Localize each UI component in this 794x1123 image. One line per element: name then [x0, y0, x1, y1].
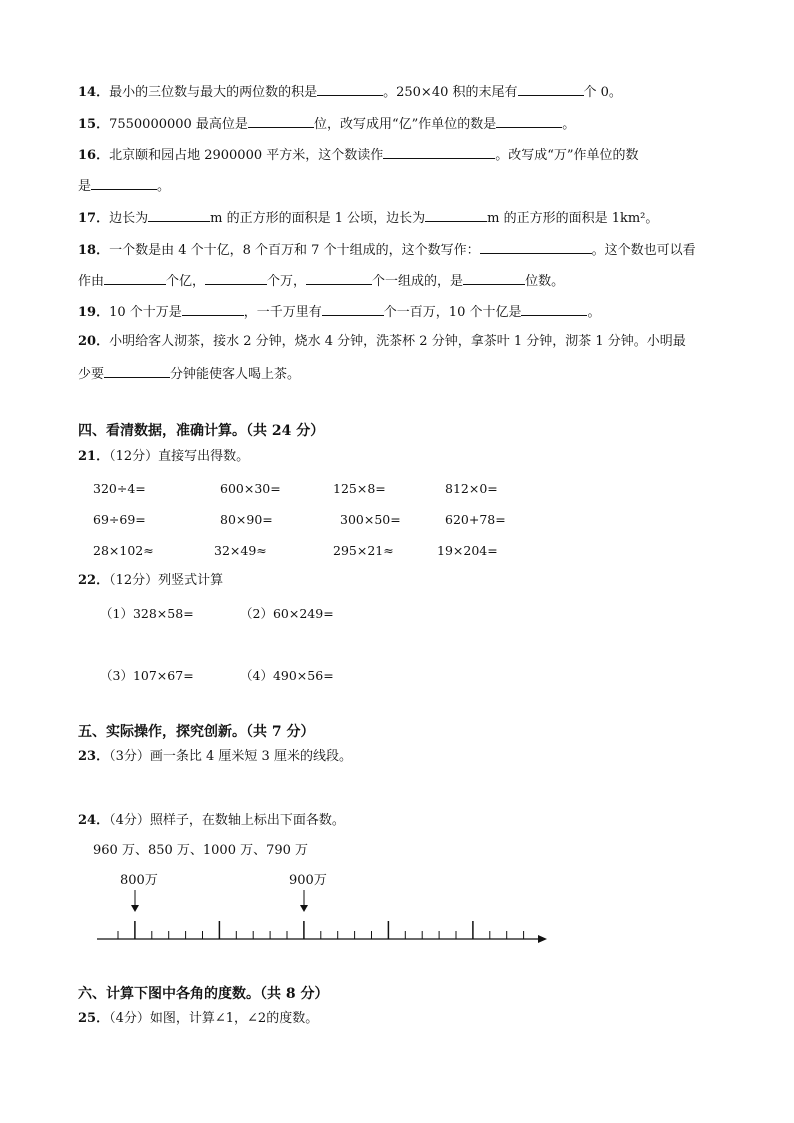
- question-number: 17．: [78, 211, 110, 226]
- answer-blank[interactable]: [148, 208, 210, 222]
- answer-blank[interactable]: [425, 208, 487, 222]
- question-17: [78, 208, 658, 228]
- question-text: 个 0。: [583, 85, 622, 100]
- question-text: 少要: [78, 367, 105, 382]
- label-900: 900万: [289, 873, 327, 888]
- question-number: 24．: [78, 813, 110, 828]
- question-text: 列竖式计算: [158, 573, 224, 588]
- question-number: 20．: [78, 334, 110, 349]
- question-18-cont: [78, 271, 564, 291]
- question-text: 个万，: [267, 274, 307, 289]
- question-text: 10 个十万是: [109, 305, 182, 320]
- numbers-to-mark: 960 万、850 万、1000 万、790 万: [93, 843, 309, 858]
- question-number: 19．: [78, 305, 110, 320]
- vertical-calc-item: （1）328×58=: [100, 606, 194, 621]
- calc-item: 300×50=: [340, 512, 401, 527]
- question-text: 是: [78, 179, 92, 194]
- question-text: 边长为: [109, 211, 149, 226]
- answer-blank[interactable]: [91, 176, 157, 190]
- answer-blank[interactable]: [104, 364, 170, 378]
- question-number: 21．: [78, 449, 110, 464]
- question-text: 。这个数也可以看: [591, 243, 696, 258]
- calc-item: 80×90=: [220, 512, 273, 527]
- question-number: 16．: [78, 148, 110, 163]
- answer-blank[interactable]: [463, 271, 525, 285]
- question-text: 个亿，: [166, 274, 206, 289]
- question-19: [78, 302, 601, 322]
- question-14: [78, 82, 622, 102]
- question-text: 最小的三位数与最大的两位数的积是: [109, 85, 318, 100]
- question-text: 分钟能使客人喝上茶。: [170, 367, 301, 382]
- section-4-title: 四、看清数据，准确计算。（共 24 分）: [78, 423, 325, 439]
- calc-item: 812×0=: [445, 481, 498, 496]
- answer-blank[interactable]: [248, 114, 314, 128]
- question-text: 直接写出得数。: [158, 449, 250, 464]
- question-text: 。: [587, 305, 601, 320]
- question-text: m 的正方形的面积是 1 公顷，边长为: [210, 211, 426, 226]
- question-text: 。250×40 积的末尾有: [383, 85, 518, 100]
- question-text: 。: [157, 179, 171, 194]
- question-number: 22．: [78, 573, 110, 588]
- answer-blank[interactable]: [205, 271, 267, 285]
- question-text: 位数。: [525, 274, 565, 289]
- question-18: [78, 240, 696, 260]
- question-text: 个一组成的，是: [372, 274, 464, 289]
- question-text: m 的正方形的面积是 1km²。: [487, 211, 659, 226]
- calc-item: 19×204=: [437, 543, 498, 558]
- question-number: 25．: [78, 1011, 110, 1026]
- answer-blank[interactable]: [306, 271, 372, 285]
- question-15: [78, 114, 575, 134]
- answer-blank[interactable]: [104, 271, 166, 285]
- question-text: 画一条比 4 厘米短 3 厘米的线段。: [149, 749, 352, 764]
- question-text: 北京颐和园占地 2900000 平方米，这个数读作: [109, 148, 384, 163]
- question-score: （12分）: [109, 573, 159, 588]
- question-text: 小明给客人沏茶，接水 2 分钟，烧水 4 分钟，洗茶杯 2 分钟，拿茶叶 1 分钟，沏茶 1 分钟。小明最: [109, 334, 686, 349]
- question-score: （4分）: [109, 1011, 150, 1026]
- axis-arrow-head: [538, 935, 547, 943]
- question-22: [78, 572, 223, 590]
- question-text: 。: [562, 117, 576, 132]
- question-text: 。改写成“万”作单位的数: [495, 148, 639, 163]
- question-text: ，一千万里有: [243, 305, 322, 320]
- question-text: 一个数是由 4 个十亿，8 个百万和 7 个十组成的，这个数写作：: [109, 243, 480, 258]
- section-5-title: 五、实际操作，探究创新。（共 7 分）: [78, 724, 315, 740]
- section-6-title: 六、计算下图中各角的度数。（共 8 分）: [78, 986, 329, 1002]
- calc-item: 320÷4=: [93, 481, 146, 496]
- question-24: [78, 812, 345, 830]
- axis-ticks: [118, 921, 524, 939]
- question-16-cont: [78, 176, 170, 196]
- question-21: [78, 448, 249, 466]
- calc-item: 620+78=: [445, 512, 506, 527]
- question-23: [78, 748, 352, 766]
- answer-blank[interactable]: [480, 240, 592, 254]
- question-20: [78, 333, 686, 351]
- label-800: 800万: [120, 873, 158, 888]
- answer-blank[interactable]: [182, 302, 244, 316]
- question-score: （12分）: [109, 449, 159, 464]
- calc-item: 69÷69=: [93, 512, 146, 527]
- answer-blank[interactable]: [496, 114, 562, 128]
- question-20-cont: [78, 364, 300, 384]
- question-number: 14．: [78, 85, 110, 100]
- calc-item: 600×30=: [220, 481, 281, 496]
- arrow-900-head: [300, 905, 308, 912]
- calc-item: 125×8=: [333, 481, 386, 496]
- answer-blank[interactable]: [317, 82, 383, 96]
- question-number: 15．: [78, 117, 110, 132]
- question-text: 7550000000 最高位是: [109, 117, 248, 132]
- answer-blank[interactable]: [518, 82, 584, 96]
- question-text: 照样子，在数轴上标出下面各数。: [149, 813, 345, 828]
- answer-blank[interactable]: [322, 302, 384, 316]
- question-text: 个一百万，10 个十亿是: [383, 305, 522, 320]
- answer-blank[interactable]: [383, 145, 495, 159]
- question-text: 位，改写成用“亿”作单位的数是: [313, 117, 497, 132]
- question-text: 如图，计算∠1，∠2的度数。: [149, 1011, 319, 1026]
- calc-item: 28×102≈: [93, 543, 154, 558]
- question-text: 作由: [78, 274, 105, 289]
- arrow-800-head: [131, 905, 139, 912]
- question-16: [78, 145, 639, 165]
- answer-blank[interactable]: [521, 302, 587, 316]
- question-number: 23．: [78, 749, 110, 764]
- question-score: （4分）: [109, 813, 150, 828]
- question-25: [78, 1010, 318, 1028]
- question-number: 18．: [78, 243, 110, 258]
- calc-item: 295×21≈: [333, 543, 394, 558]
- question-score: （3分）: [109, 749, 150, 764]
- vertical-calc-item: （3）107×67=: [100, 668, 194, 683]
- calc-item: 32×49≈: [214, 543, 267, 558]
- vertical-calc-item: （4）490×56=: [240, 668, 334, 683]
- number-line[interactable]: [0, 862, 794, 952]
- vertical-calc-item: （2）60×249=: [240, 606, 334, 621]
